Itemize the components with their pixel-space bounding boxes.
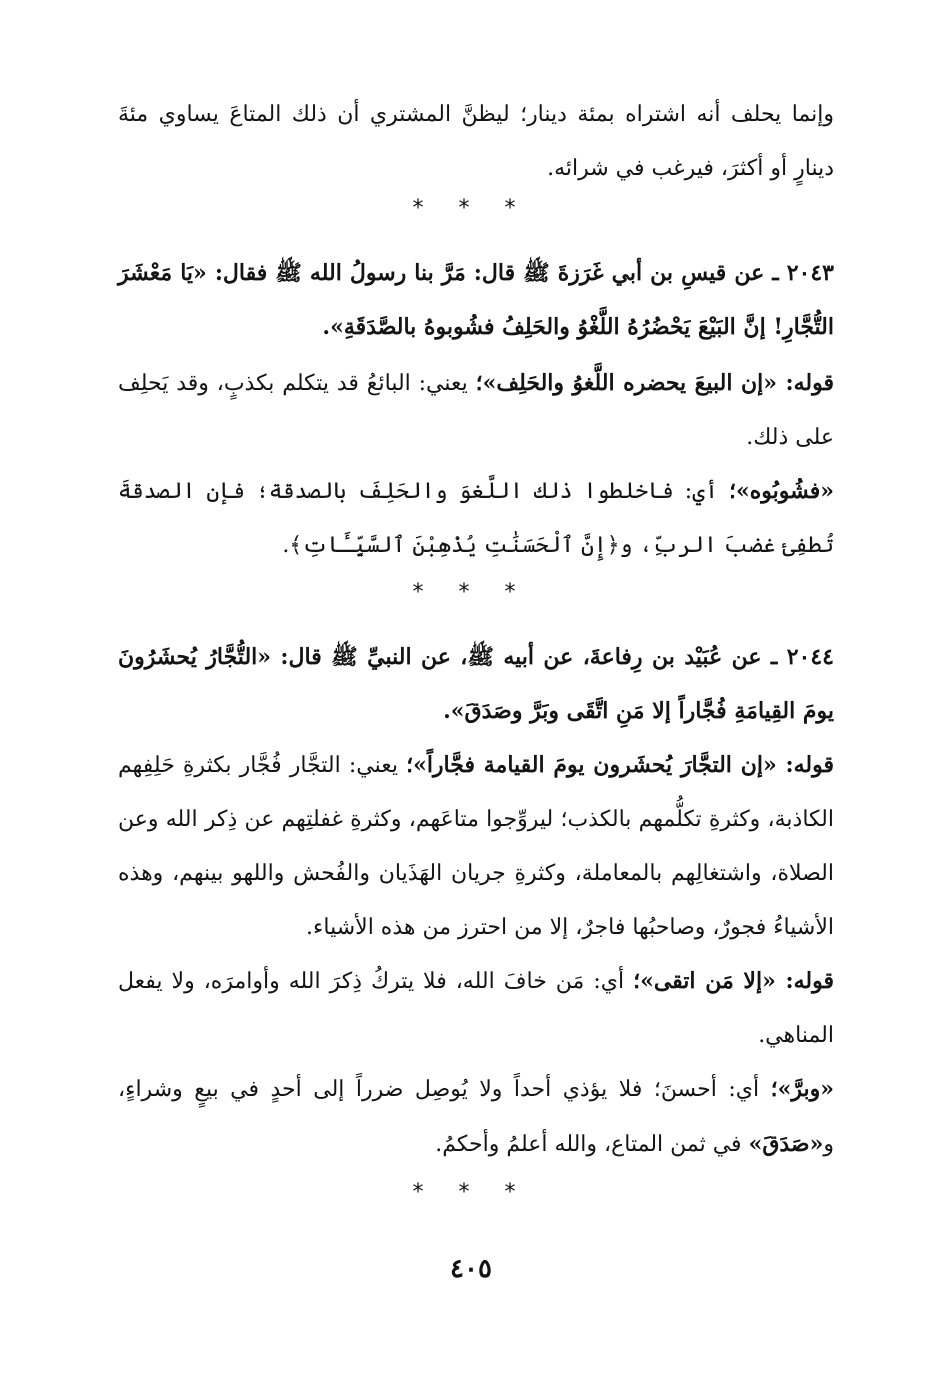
commentary-2044-2	[118, 954, 834, 1063]
commentary-2043-2	[118, 464, 834, 573]
commentary-2044-3-text	[118, 1062, 834, 1172]
commentary-2044-2-rest: أي: مَن خافَ الله، فلا يتركُ ذِكرَ الله وأوامرَه، ولا يفعل المناهي.	[118, 969, 834, 1048]
commentary-2043-1	[118, 356, 834, 465]
hadith-2044	[118, 630, 834, 738]
commentary-2044-3-rest: في ثمن المتاع، والله أعلمُ وأحكمُ.	[435, 1132, 749, 1157]
commentary-2044-1-lead: قوله: «إن التجَّارَ يُحشَرون يومَ القيامة فجَّاراً»؛	[406, 752, 834, 778]
page-number: ٤٠٥	[450, 1254, 492, 1284]
commentary-2044-2-lead: قوله: «إلا مَن اتقى»؛	[633, 968, 834, 994]
commentary-2043-2-text	[118, 464, 834, 573]
separator-3: * * *	[412, 1180, 530, 1205]
commentary-2044-2-text	[118, 954, 834, 1063]
hadith-2043	[118, 246, 834, 354]
commentary-2043-2-lead: «فشُوبُوه»؛	[728, 478, 834, 504]
commentary-2044-3	[118, 1062, 834, 1172]
commentary-2044-3-lead: «وبرَّ»؛	[770, 1076, 834, 1102]
hadith-2044-text: ٢٠٤٤ ـ عن عُبَيْد بن رِفاعةَ، عن أبيه ﷺ، عن النبيِّ ﷺ قال: «التُّجَّارُ يُحشَرُونَ يومَ القِيامَةِ فُجَّاراً إلا مَنِ اتَّقَى وبَرَّ وصَدَقَ».	[118, 644, 834, 724]
commentary-2044-1-rest: يعني: التجَّار فُجَّار بكثرةِ حَلِفِهم الكاذبة، وكثرةِ تكلُّمهم بالكذب؛ ليروِّجوا متاعَهم، وكثرةِ غفلتِهم عن ذِكر الله وعن الصلاة، واشتغالِهم بالمعاملة، وكثرةِ جريان الهَذَيان والفُحش واللهو بينهم، وهذه الأشياءُ فجورٌ، وصاحبُها فاجرٌ، إلا من احترز من هذه الأشياء.	[118, 753, 834, 940]
commentary-2043-1-text	[118, 356, 834, 465]
commentary-2043-2-rest: أي: فاخلطوا ذلك اللَّغوَ والحَلِفَ بالصدقة؛ فإن الصدقةَ تُطفِئ غضبَ الربِّ، و﴿إِنَّ ٱلْحَسَنَٰتِ يُذْهِبْنَ ٱلسَّيِّـَٔاتِ﴾.	[118, 479, 834, 558]
commentary-2044-1	[118, 738, 834, 955]
commentary-2043-1-rest: يعني: البائعُ قد يتكلم بكذبٍ، وقد يَحلِف على ذلك.	[118, 371, 834, 450]
intro-paragraph	[118, 88, 834, 196]
separator-2: * * *	[412, 580, 530, 605]
separator-1: * * *	[412, 196, 530, 221]
commentary-2044-1-text	[118, 738, 834, 955]
hadith-2043-text: ٢٠٤٣ ـ عن قيسِ بن أبي غَرَزةَ ﷺ قال: مَرَّ بنا رسولُ الله ﷺ فقال: «يَا مَعْشَرَ التُّجَّارِ! إنَّ البَيْعَ يَحْضُرُهُ اللَّغْوُ والحَلِفُ فشُوبوهُ بالصَّدَقَةِ».	[118, 260, 834, 340]
commentary-2043-1-lead: قوله: «إن البيعَ يحضره اللَّغوُ والحَلِف»؛	[475, 370, 834, 396]
commentary-2044-3-lead2: «صَدَقَ»	[748, 1131, 824, 1157]
intro-text: وإنما يحلف أنه اشتراه بمئة دينار؛ ليظنَّ المشتري أن ذلك المتاعَ يساوي مئةَ دينارٍ أو أكثرَ، فيرغب في شرائه.	[118, 102, 834, 181]
commentary-2044-3-mid: أي: أحسنَ؛ فلا يؤذي أحداً ولا يُوصِل ضرراً إلى أحدٍ في بيعٍ وشراءٍ، و	[118, 1077, 834, 1157]
